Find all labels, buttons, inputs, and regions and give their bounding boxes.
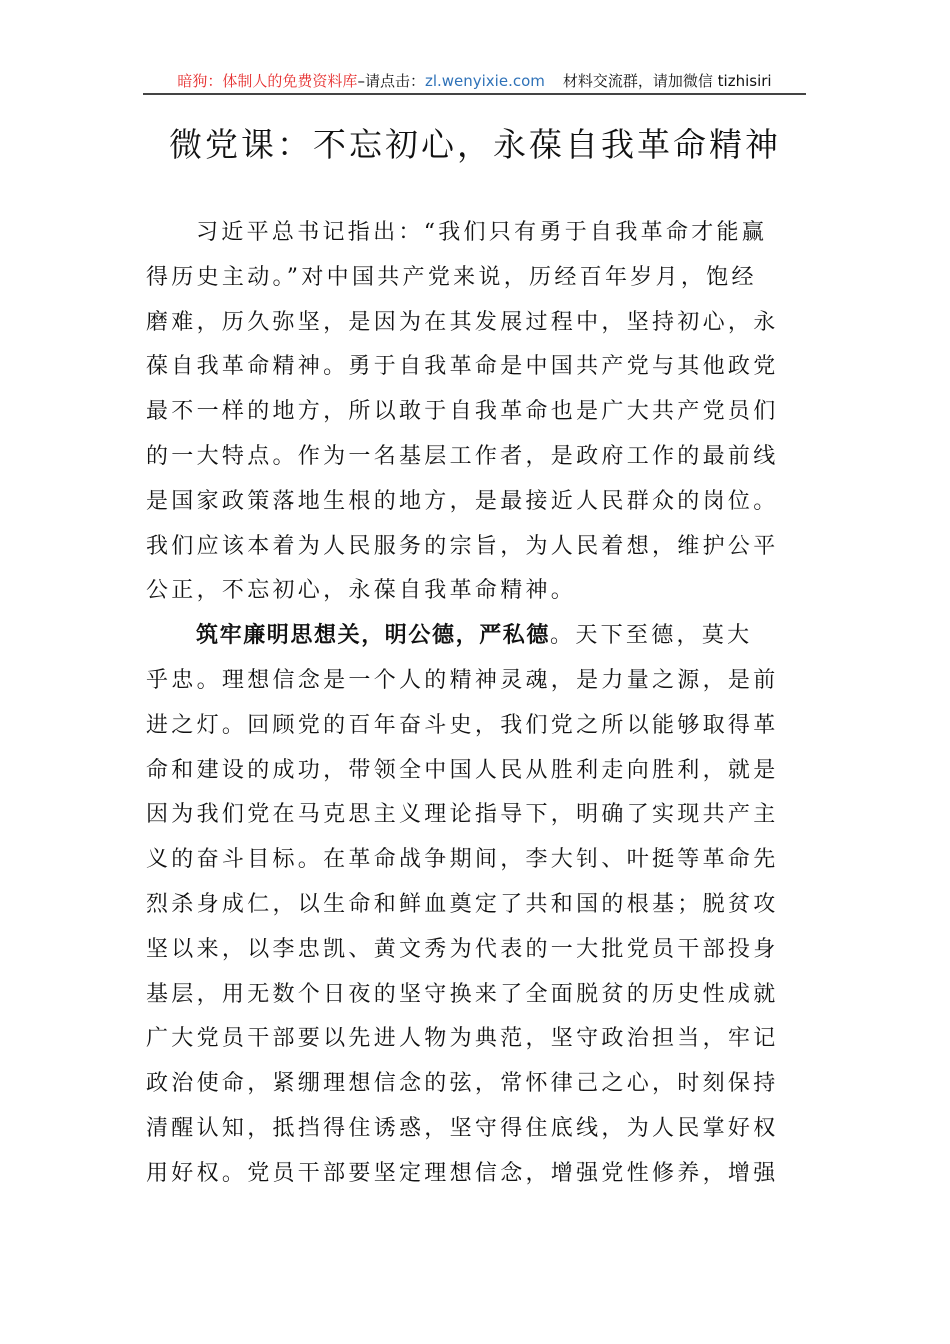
text-line: 最不一样的地方，所以敢于自我革命也是广大共产党员们 (146, 399, 779, 425)
text-segment: 。天下至德，莫大 (550, 623, 753, 649)
text-line (146, 614, 816, 659)
text-line: 得历史主动。”对中国共产党来说，历经百年岁月，饱经 (146, 264, 757, 290)
text-line: 坚以来，以李忠凯、黄文秀为代表的一大批党员干部投身 (146, 936, 779, 962)
text-line: 公正，不忘初心，永葆自我革命精神。 (146, 578, 577, 604)
website-link[interactable]: zl.wenyixie.com (424, 72, 545, 90)
paragraph-2 (146, 614, 816, 1196)
text-line: 烈杀身成仁，以生命和鲜血奠定了共和国的根基；脱贫攻 (146, 891, 779, 917)
document-title: 微党课：不忘初心，永葆自我革命精神 (169, 125, 781, 164)
text-line: 广大党员干部要以先进人物为典范，坚守政治担当，牢记 (146, 1026, 779, 1052)
document-body (146, 211, 816, 1197)
text-line: 是国家政策落地生根的地方，是最接近人民群众的岗位。 (146, 488, 779, 514)
header-divider (143, 93, 806, 95)
text-line: 磨难，历久弥坚，是因为在其发展过程中，坚持初心，永 (146, 309, 779, 335)
brand-text: 暗狗：体制人的免费资料库 (177, 72, 358, 90)
group-info: 材料交流群，请加微信 tizhisiri (562, 72, 772, 90)
text-line: 基层，用无数个日夜的坚守换来了全面脱贫的历史性成就 (146, 981, 779, 1007)
text-line: 用好权。党员干部要坚定理想信念，增强党性修养，增强 (146, 1160, 779, 1186)
page-header (143, 70, 806, 92)
text-line: 清醒认知，抵挡得住诱惑，坚守得住底线，为人民掌好权 (146, 1115, 779, 1141)
text-line: 葆自我革命精神。勇于自我革命是中国共产党与其他政党 (146, 354, 779, 380)
text-line: 进之灯。回顾党的百年奋斗史，我们党之所以能够取得革 (146, 712, 779, 738)
paragraph-1 (146, 211, 816, 614)
text-line: 习近平总书记指出：“我们只有勇于自我革命才能赢 (196, 220, 768, 245)
paragraph-heading: 筑牢廉明思想关，明公德，严私德 (196, 623, 551, 649)
text-line: 命和建设的成功，带领全中国人民从胜利走向胜利，就是 (146, 757, 779, 783)
click-prompt: –请点击： (357, 72, 425, 90)
text-line: 义的奋斗目标。在革命战争期间，李大钊、叶挺等革命先 (146, 847, 779, 873)
text-line: 政治使命，紧绷理想信念的弦，常怀律己之心，时刻保持 (146, 1071, 779, 1097)
text-line: 因为我们党在马克思主义理论指导下，明确了实现共产主 (146, 802, 779, 828)
text-line: 我们应该本着为人民服务的宗旨，为人民着想，维护公平 (146, 533, 779, 559)
text-line: 乎忠。理想信念是一个人的精神灵魂，是力量之源，是前 (146, 667, 779, 693)
text-line: 的一大特点。作为一名基层工作者，是政府工作的最前线 (146, 443, 779, 469)
